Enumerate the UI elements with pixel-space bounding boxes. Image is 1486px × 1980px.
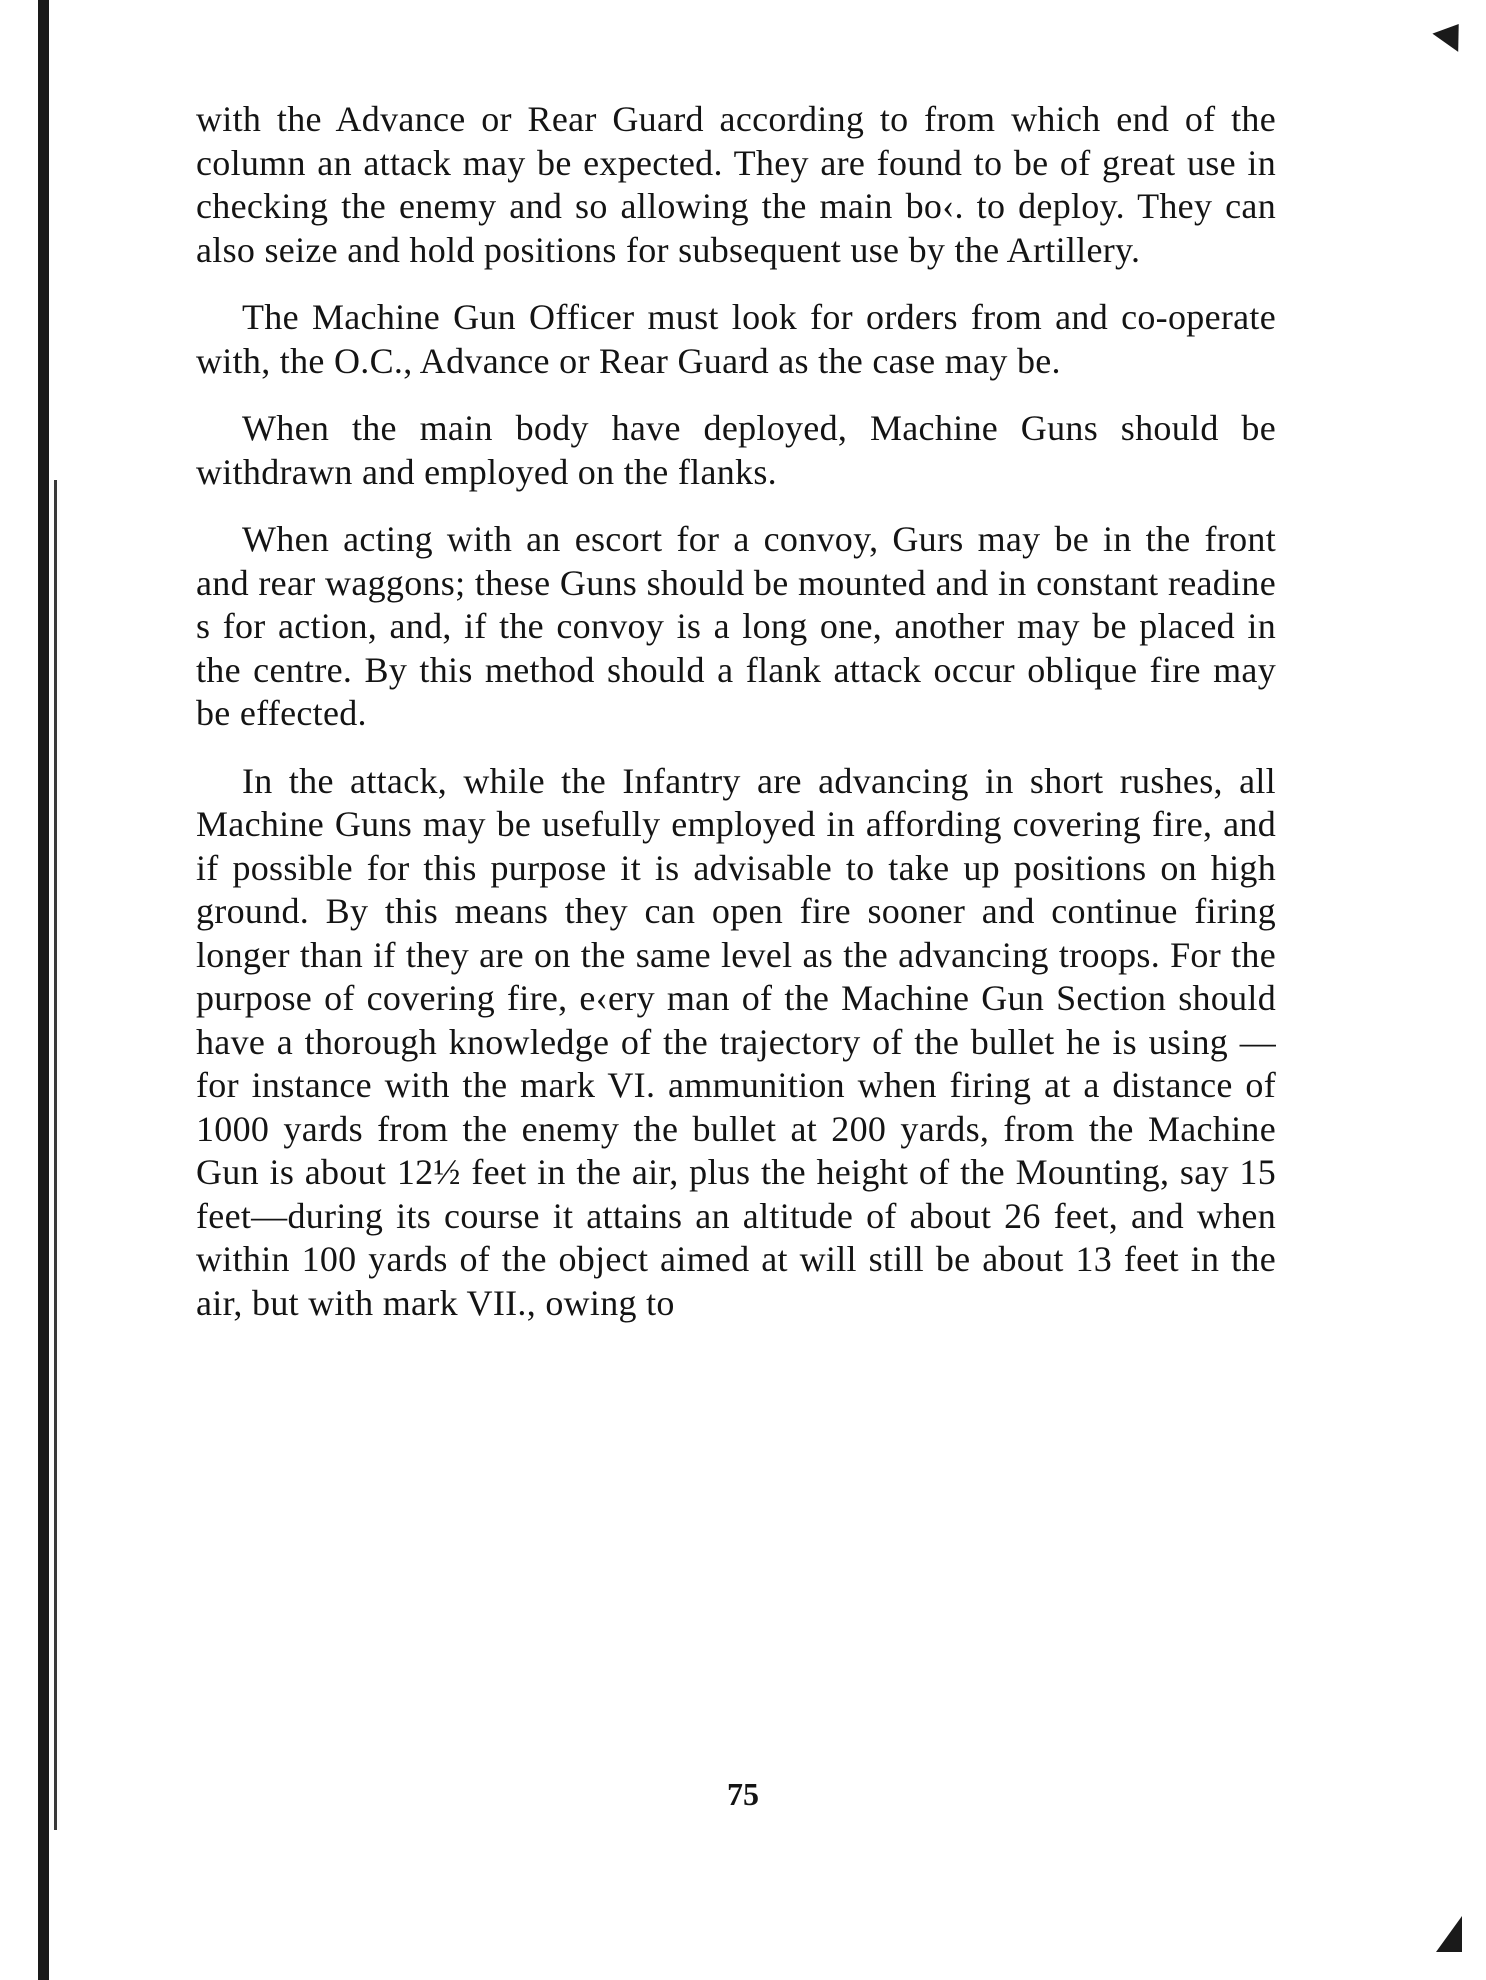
paragraph-main-body-deployed: When the main body have deployed, Machine Guns should be withdrawn and employed on the flanks. xyxy=(196,408,1276,492)
scan-corner-mark-bottom xyxy=(1436,1916,1462,1952)
page-number: 75 xyxy=(727,1776,759,1812)
paragraph-attack-covering-fire: In the attack, while the Infantry are advancing in short rushes, all Machine Guns may be usefully employed in affording covering fire, and if possible for this purpose it is advisable to take up positions on high ground. By this means they can open fire sooner and continue firing longer than if they are on the same level as the advancing troops. For the purpose of covering fire, e‹ery man of the Machine Gun Section should have a thorough knowledge of the trajectory of the bullet he is using —for instance with the mark VI. ammunition when firing at a distance of 1000 yards from the enemy the bullet at 200 yards, from the Machine Gun is about 12½ feet in the air, plus the height of the Mounting, say 15 feet—during its course it attains an altitude of about 26 feet, and when within 100 yards of the object aimed at will still be about 13 feet in the air, but with mark VII., owing to xyxy=(196,760,1276,1323)
scan-binding-edge xyxy=(38,0,49,1980)
paragraph-advance-guard: with the Advance or Rear Guard according to from which end of the column an attack may be expected. They are found to be of great use in checking the enemy and so allowing the main bo‹. to deploy. They can also seize and hold positions for subsequent use by the Artillery. xyxy=(196,99,1276,270)
scan-binding-shadow xyxy=(54,480,57,1830)
scan-corner-mark-top xyxy=(1432,24,1467,58)
page-body xyxy=(196,98,1276,1325)
paragraph-convoy-escort: When acting with an escort for a convoy, Gurs may be in the front and rear waggons; these Guns should be mounted and in constant readine s for action, and, if the convoy is a long one, another may be placed in the centre. By this method should a flank attack occur oblique fire may be effected. xyxy=(196,519,1276,733)
paragraph-machine-gun-officer: The Machine Gun Officer must look for orders from and co-operate with, the O.C., Advance or Rear Guard as the case may be. xyxy=(196,297,1276,381)
